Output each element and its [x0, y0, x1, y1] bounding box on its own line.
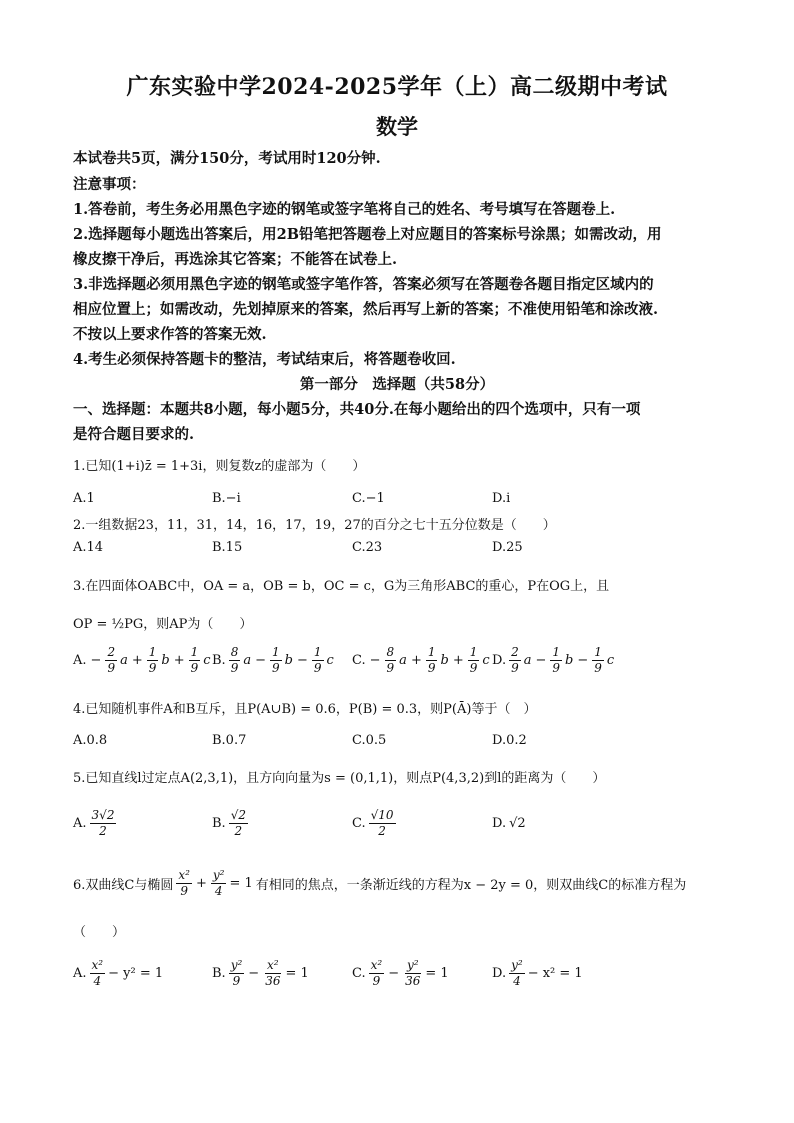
q1-option-c: C.−1 [352, 491, 385, 506]
vector-a: a [120, 653, 128, 668]
plus-sign: + [195, 876, 207, 891]
sign: − [535, 653, 547, 668]
q3-option-d [492, 645, 614, 676]
vector-c: c [326, 653, 334, 668]
denominator: 9 [232, 974, 241, 988]
vector-b: b [284, 653, 293, 668]
q5-option-c-label: C. [352, 816, 366, 831]
fraction [312, 645, 324, 676]
fraction [550, 645, 562, 676]
fraction [176, 868, 192, 899]
numerator: y² [511, 958, 523, 972]
question-1-text: 1.已知(1+i)z̄ = 1+3i，则复数z的虚部为（ ） [73, 459, 366, 474]
fraction [509, 645, 521, 676]
denominator: 4 [214, 884, 223, 898]
fraction [90, 808, 117, 839]
fraction [369, 958, 385, 989]
numerator: y² [212, 868, 225, 882]
notice-line-6: 不按以上要求作答的答案无效. [73, 326, 267, 343]
numerator: 1 [148, 645, 157, 659]
q6-option-d [492, 958, 583, 989]
sign: + [410, 653, 422, 668]
denominator: 9 [372, 974, 381, 988]
q2-option-a: A.14 [73, 540, 104, 555]
q3-option-b [212, 645, 334, 676]
numerator: x² [267, 958, 279, 972]
q4-option-d: D.0.2 [492, 733, 527, 748]
denominator: 9 [594, 661, 602, 675]
numerator: 1 [272, 645, 280, 659]
q1-option-b: B.−i [212, 491, 241, 506]
numerator: x² [91, 958, 104, 972]
numerator: 2 [107, 645, 116, 659]
numerator: 1 [190, 645, 199, 659]
notice-heading: 注意事项： [73, 176, 146, 193]
numerator: 2 [511, 645, 519, 659]
numerator: 8 [386, 645, 395, 659]
q2-option-b: B.15 [212, 540, 243, 555]
vector-b: b [565, 653, 574, 668]
q6-option-d-label: D. [492, 966, 507, 981]
numerator: x² [370, 958, 383, 972]
denominator: 9 [107, 661, 116, 675]
vector-a: a [523, 653, 532, 668]
q5-option-d [492, 816, 526, 831]
q6-option-b-label: B. [212, 966, 226, 981]
q5-option-d-label: D. [492, 816, 507, 831]
fraction [189, 645, 201, 676]
sign: + [452, 653, 464, 668]
question-6-text-cont: （ ） [73, 925, 126, 940]
numerator: 1 [427, 645, 436, 659]
q6-option-b [212, 958, 309, 989]
vector-c: c [606, 653, 615, 668]
denominator: 4 [513, 974, 521, 988]
denominator: 9 [469, 661, 478, 675]
notice-line-7: 4.考生必须保持答题卡的整洁，考试结束后，将答题卷收回. [73, 351, 456, 368]
numerator: 3√2 [91, 808, 115, 822]
fraction [385, 645, 397, 676]
q6-option-c [352, 958, 449, 989]
notice-line-5: 相应位置上；如需改动，先划掉原来的答案，然后再写上新的答案；不准使用铅笔和涂改液. [73, 301, 659, 318]
q4-option-c: C.0.5 [352, 733, 387, 748]
vector-a: a [243, 653, 252, 668]
denominator: 9 [148, 661, 157, 675]
denominator: 9 [180, 884, 188, 898]
fraction [509, 958, 525, 989]
denominator: 9 [427, 661, 436, 675]
part-title: 第一部分 选择题（共58分） [299, 376, 495, 393]
q4-option-a: A.0.8 [73, 733, 108, 748]
q3-option-a-label: A. [73, 653, 87, 668]
fraction [229, 645, 241, 676]
fraction [90, 958, 106, 989]
q5-option-a-label: A. [73, 816, 87, 831]
denominator: 9 [190, 661, 199, 675]
fraction [229, 808, 248, 839]
ellipse-rhs: = 1 [229, 876, 253, 891]
q2-option-d: D.25 [492, 540, 523, 555]
numerator: y² [406, 958, 419, 972]
question-3-text: 3.在四面体OABC中，OA = a，OB = b，OC = c，G为三角形ABC的重心，P在OG上，且 [73, 579, 610, 594]
fraction [147, 645, 159, 676]
denominator: 4 [93, 974, 102, 988]
denominator: 9 [552, 661, 561, 675]
notice-line-1: 1.答卷前，考生务必用黑色字迹的钢笔或签字笔将自己的姓名、考号填写在答题卷上. [73, 201, 616, 218]
intro-line: 本试卷共5页，满分150分，考试用时120分钟. [73, 150, 381, 167]
sign: + [131, 653, 143, 668]
numerator: 1 [313, 645, 322, 659]
section-instruction-2: 是符合题目要求的. [73, 426, 195, 443]
fraction [105, 645, 117, 676]
denominator: 2 [234, 824, 243, 838]
q5-option-d-value: √2 [509, 816, 526, 831]
question-5-text: 5.已知直线l过定点A(2,3,1)，且方向向量为s = (0,1,1)，则点P(4,3,2)到l的距离为（ ） [73, 771, 606, 786]
vector-a: a [399, 653, 407, 668]
question-4-text: 4.已知随机事件A和B互斥，且P(A∪B) = 0.6，P(B) = 0.3，则P(Ā)等于（ ） [73, 702, 537, 717]
vector-c: c [203, 653, 211, 668]
exam-title: 广东实验中学2024-2025学年（上）高二级期中考试 [126, 74, 668, 100]
q4-option-b: B.0.7 [212, 733, 247, 748]
fraction [211, 868, 227, 899]
numerator: 8 [230, 645, 239, 659]
q5-option-b-label: B. [212, 816, 226, 831]
q3-option-d-label: D. [492, 653, 507, 668]
q3-option-c-label: C. [352, 653, 366, 668]
q5-option-c [352, 808, 396, 839]
q2-option-c: C.23 [352, 540, 383, 555]
fraction [229, 958, 245, 989]
numerator: x² [178, 868, 190, 882]
fraction [592, 645, 604, 676]
denominator: 9 [230, 661, 239, 675]
equation-tail: − x² = 1 [527, 966, 583, 981]
denominator: 9 [272, 661, 280, 675]
numerator: 1 [552, 645, 561, 659]
q6-option-c-label: C. [352, 966, 366, 981]
vector-b: b [161, 653, 170, 668]
equation-tail: = 1 [425, 966, 449, 981]
notice-line-2: 2.选择题每小题选出答案后，用2B铅笔把答题卷上对应题目的答案标号涂黑；如需改动，用 [73, 226, 662, 243]
numerator: √2 [230, 808, 246, 822]
denominator: 36 [405, 974, 421, 988]
q5-option-a [73, 808, 116, 839]
sign: − [369, 653, 381, 668]
q6-option-a [73, 958, 163, 989]
denominator: 9 [386, 661, 395, 675]
sign: − [296, 653, 308, 668]
sign: − [577, 653, 589, 668]
minus-sign: − [388, 966, 400, 981]
q3-option-a [73, 645, 211, 676]
sign: − [90, 653, 102, 668]
q5-option-b [212, 808, 248, 839]
fraction [468, 645, 480, 676]
q6-option-a-label: A. [73, 966, 87, 981]
question-2-text: 2.一组数据23，11，31，14，16，17，19，27的百分之七十五分位数是（ ） [73, 518, 556, 533]
denominator: 9 [313, 661, 322, 675]
q3-option-b-label: B. [212, 653, 226, 668]
denominator: 2 [378, 824, 386, 838]
minus-sign: − [248, 966, 260, 981]
fraction [426, 645, 438, 676]
sign: + [173, 653, 185, 668]
numerator: 1 [594, 645, 602, 659]
denominator: 2 [99, 824, 107, 838]
section-instruction-1: 一、选择题：本题共8小题，每小题5分，共40分.在每小题给出的四个选项中，只有一项 [73, 401, 641, 418]
question-6-text [73, 868, 686, 899]
q1-option-d: D.i [492, 491, 511, 506]
notice-line-3: 橡皮擦干净后，再选涂其它答案；不能答在试卷上. [73, 251, 398, 268]
q6-text-start: 6.双曲线C与椭圆 [73, 878, 174, 893]
subject-title: 数学 [376, 114, 418, 139]
denominator: 36 [265, 974, 281, 988]
numerator: 1 [469, 645, 478, 659]
numerator: y² [230, 958, 243, 972]
fraction [263, 958, 282, 989]
equation-tail: − y² = 1 [108, 966, 164, 981]
fraction [403, 958, 422, 989]
equation-tail: = 1 [285, 966, 309, 981]
question-3-text-cont: OP = ½PG，则AP为（ ） [73, 617, 253, 632]
vector-c: c [482, 653, 490, 668]
fraction [369, 808, 396, 839]
denominator: 9 [511, 661, 519, 675]
q3-option-c [352, 645, 490, 676]
q6-text-end: 有相同的焦点，一条渐近线的方程为x − 2y = 0，则双曲线C的标准方程为 [255, 878, 687, 893]
q1-option-a: A.1 [73, 491, 95, 506]
vector-b: b [440, 653, 449, 668]
notice-line-4: 3.非选择题必须用黑色字迹的钢笔或签字笔作答，答案必须写在答题卷各题目指定区域内的 [73, 276, 654, 293]
numerator: √10 [370, 808, 394, 822]
sign: − [255, 653, 266, 668]
fraction [270, 645, 282, 676]
